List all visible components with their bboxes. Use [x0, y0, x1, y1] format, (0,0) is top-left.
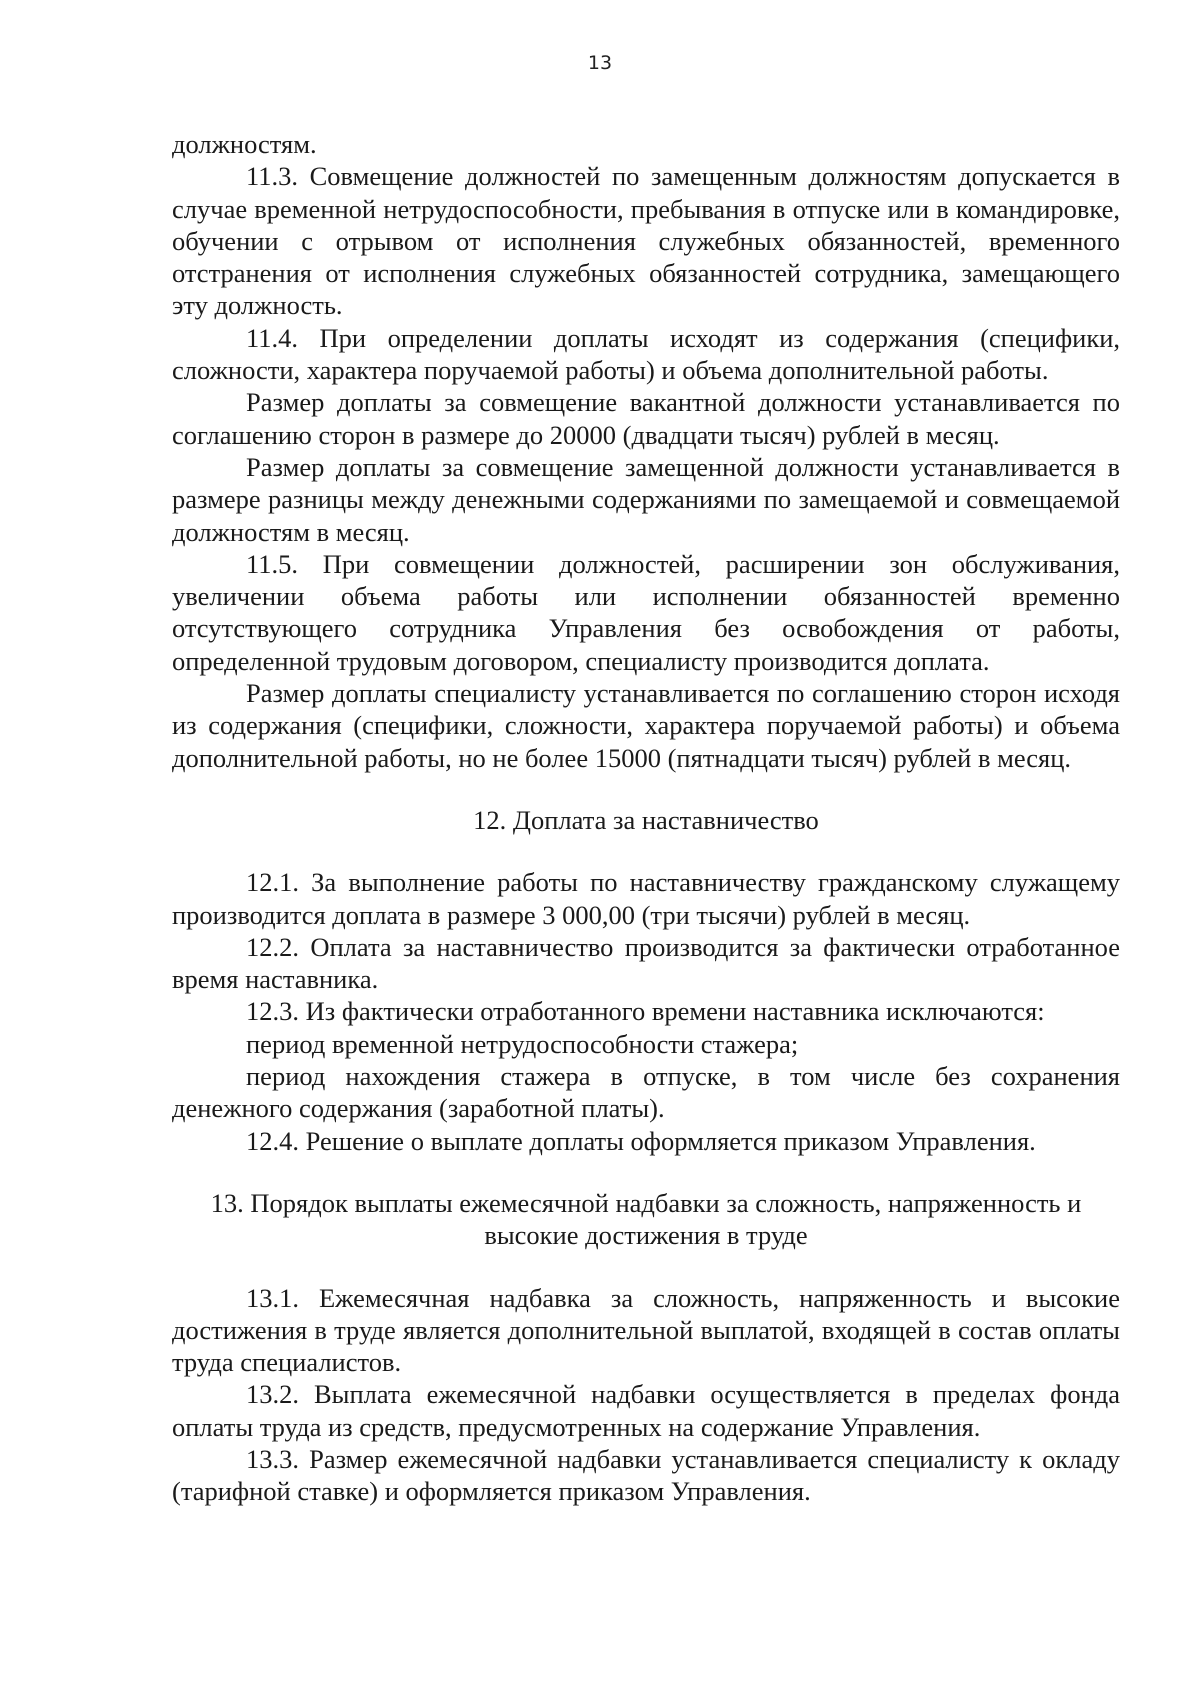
paragraph-12-3: 12.3. Из фактически отработанного времени наставника исключаются:	[246, 996, 1045, 1027]
page-number: 13	[587, 52, 613, 74]
paragraph-12-4: 12.4. Решение о выплате доплаты оформляется приказом Управления.	[246, 1125, 1036, 1156]
paragraph-continuation: должностям.	[172, 129, 317, 159]
paragraph-12-1: 12.1. За выполнение работы по наставничеству гражданскому служащему производится доплата в размере 3 000,00 (три тысячи) рублей в месяц.	[172, 867, 1120, 930]
paragraph-occupied-position-pay: Размер доплаты за совмещение замещенной должности устанавливается в размере разницы между денежными содержаниями по замещаемой и совмещаемой должностям в месяц.	[172, 451, 1120, 547]
document-body	[172, 128, 1120, 1508]
section-13-heading-line-1: 13. Порядок выплаты ежемесячной надбавки за сложность, напряженность и	[210, 1187, 1082, 1218]
section-12-heading: 12. Доплата за наставничество	[473, 804, 819, 835]
paragraph-13-3: 13.3. Размер ежемесячной надбавки устанавливается специалисту к окладу (тарифной ставке) и оформляется приказом Управления.	[172, 1443, 1120, 1507]
paragraph-12-2: 12.2. Оплата за наставничество производится за фактически отработанное время наставника.	[172, 931, 1120, 995]
list-item-incapacity: период временной нетрудоспособности стажера;	[246, 1028, 799, 1059]
paragraph-specialist-pay: Размер доплаты специалисту устанавливается по соглашению сторон исходя из содержания (специфики, сложности, характера поручаемой работы) и объема дополнительной работы, но не более 15000 (пятнадцати тысяч) рублей в месяц.	[172, 678, 1120, 773]
paragraph-11-4: 11.4. При определении доплаты исходят из содержания (специфики, сложности, характера поручаемой работы) и объема дополнительной работы.	[172, 322, 1120, 386]
paragraph-11-3: 11.3. Совмещение должностей по замещенным должностям допускается в случае временной нетрудоспособности, пребывания в отпуске или в командировке, обучении с отрывом от исполнения служебных обязанностей, временного отстранения от исполнения служебных обязанностей сотрудника, замещающего эту должность.	[172, 161, 1120, 321]
paragraph-vacant-position-pay: Размер доплаты за совмещение вакантной должности устанавливается по соглашению сторон в размере до 20000 (двадцати тысяч) рублей в месяц.	[172, 387, 1120, 450]
list-item-vacation: период нахождения стажера в отпуске, в том числе без сохранения денежного содержания (заработной платы).	[172, 1061, 1120, 1124]
section-13-heading	[172, 1187, 1120, 1252]
paragraph-13-1: 13.1. Ежемесячная надбавка за сложность, напряженность и высокие достижения в труде является дополнительной выплатой, входящей в состав оплаты труда специалистов.	[172, 1282, 1120, 1378]
section-13-heading-line-2: высокие достижения в труде	[484, 1220, 808, 1251]
paragraph-11-5: 11.5. При совмещении должностей, расширении зон обслуживания, увеличении объема работы или исполнении обязанностей временно отсутствующего сотрудника Управления без освобождения от работы, определенной трудовым договором, специалисту производится доплата.	[172, 548, 1120, 676]
paragraph-13-2: 13.2. Выплата ежемесячной надбавки осуществляется в пределах фонда оплаты труда из средств, предусмотренных на содержание Управления.	[172, 1379, 1120, 1442]
